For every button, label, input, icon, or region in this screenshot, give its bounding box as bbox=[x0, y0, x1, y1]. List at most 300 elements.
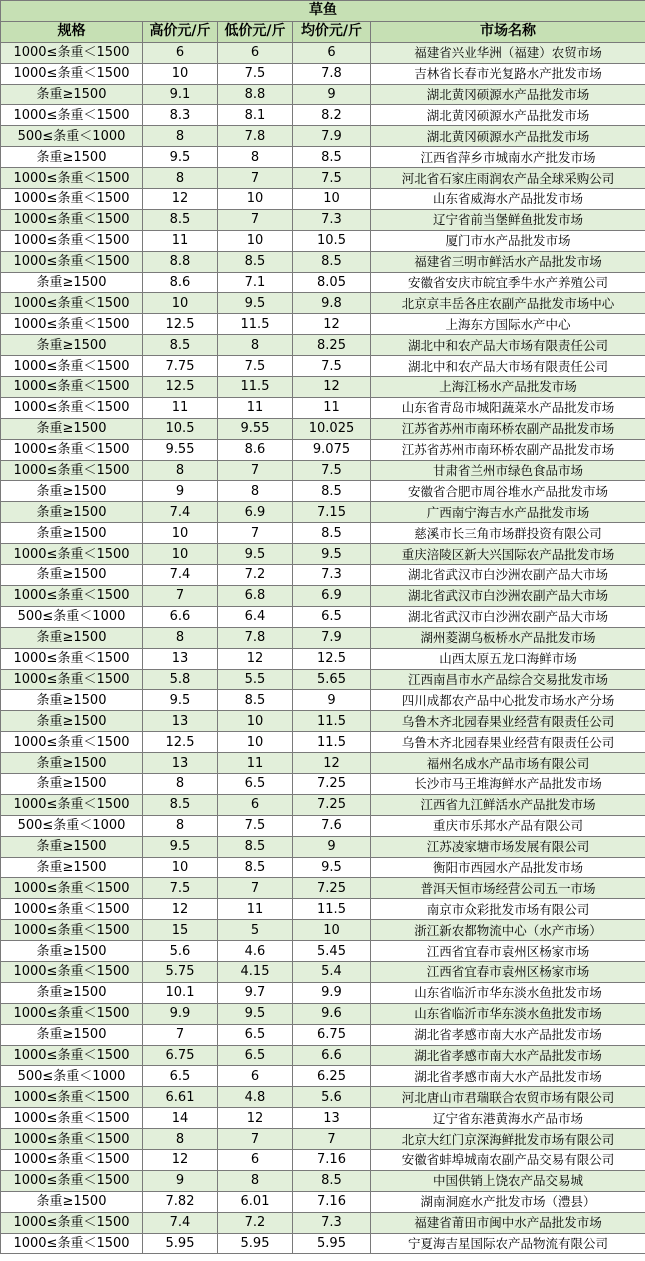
cell-market-name: 湖北省孝感市南大水产品批发市场 bbox=[371, 1045, 645, 1066]
table-row bbox=[1, 920, 645, 941]
cell-high-price: 8 bbox=[143, 773, 218, 794]
table-row bbox=[1, 857, 645, 878]
table-row bbox=[1, 773, 645, 794]
table-row bbox=[1, 1108, 645, 1129]
table-row bbox=[1, 606, 645, 627]
cell-low-price: 8.5 bbox=[218, 690, 293, 711]
table-body bbox=[1, 42, 645, 1254]
cell-high-price: 15 bbox=[143, 920, 218, 941]
cell-avg-price: 8.5 bbox=[293, 1170, 371, 1191]
cell-avg-price: 7.6 bbox=[293, 815, 371, 836]
cell-spec: 条重≥1500 bbox=[1, 627, 143, 648]
cell-low-price: 11 bbox=[218, 899, 293, 920]
cell-spec: 500≤条重＜1000 bbox=[1, 606, 143, 627]
cell-market-name: 江苏凌家塘市场发展有限公司 bbox=[371, 836, 645, 857]
table-row bbox=[1, 272, 645, 293]
cell-avg-price: 7.25 bbox=[293, 794, 371, 815]
cell-spec: 1000≤条重＜1500 bbox=[1, 648, 143, 669]
table-row bbox=[1, 523, 645, 544]
cell-low-price: 6 bbox=[218, 1149, 293, 1170]
table-row bbox=[1, 63, 645, 84]
table-row bbox=[1, 147, 645, 168]
cell-spec: 条重≥1500 bbox=[1, 523, 143, 544]
cell-avg-price: 7.5 bbox=[293, 168, 371, 189]
cell-avg-price: 8.5 bbox=[293, 481, 371, 502]
cell-spec: 1000≤条重＜1500 bbox=[1, 189, 143, 210]
cell-spec: 1000≤条重＜1500 bbox=[1, 794, 143, 815]
cell-high-price: 8 bbox=[143, 815, 218, 836]
table-row bbox=[1, 878, 645, 899]
table-row bbox=[1, 1129, 645, 1150]
table-row bbox=[1, 314, 645, 335]
cell-low-price: 7 bbox=[218, 1129, 293, 1150]
cell-low-price: 7 bbox=[218, 460, 293, 481]
cell-low-price: 4.6 bbox=[218, 941, 293, 962]
cell-market-name: 江西省宜春市袁州区杨家市场 bbox=[371, 961, 645, 982]
cell-spec: 1000≤条重＜1500 bbox=[1, 878, 143, 899]
cell-low-price: 12 bbox=[218, 648, 293, 669]
cell-spec: 条重≥1500 bbox=[1, 711, 143, 732]
cell-spec: 1000≤条重＜1500 bbox=[1, 251, 143, 272]
cell-spec: 条重≥1500 bbox=[1, 481, 143, 502]
header-market-name: 市场名称 bbox=[371, 21, 645, 42]
cell-market-name: 湖南洞庭水产批发市场（澧县） bbox=[371, 1191, 645, 1212]
cell-spec: 1000≤条重＜1500 bbox=[1, 439, 143, 460]
cell-high-price: 8 bbox=[143, 1129, 218, 1150]
table-row bbox=[1, 1191, 645, 1212]
cell-low-price: 10 bbox=[218, 732, 293, 753]
cell-market-name: 湖北省武汉市白沙洲农副产品大市场 bbox=[371, 585, 645, 606]
cell-spec: 1000≤条重＜1500 bbox=[1, 585, 143, 606]
cell-market-name: 福建省莆田市闽中水产品批发市场 bbox=[371, 1212, 645, 1233]
table-row bbox=[1, 690, 645, 711]
cell-market-name: 江西省萍乡市城南水产批发市场 bbox=[371, 147, 645, 168]
cell-high-price: 9 bbox=[143, 1170, 218, 1191]
table-row bbox=[1, 502, 645, 523]
cell-market-name: 衡阳市西园水产品批发市场 bbox=[371, 857, 645, 878]
cell-spec: 1000≤条重＜1500 bbox=[1, 1045, 143, 1066]
table-title: 草鱼 bbox=[1, 1, 645, 22]
header-spec: 规格 bbox=[1, 21, 143, 42]
cell-market-name: 厦门市水产品批发市场 bbox=[371, 230, 645, 251]
cell-avg-price: 9.5 bbox=[293, 857, 371, 878]
cell-market-name: 江苏省苏州市南环桥农副产品批发市场 bbox=[371, 418, 645, 439]
table-row bbox=[1, 189, 645, 210]
cell-market-name: 江苏省苏州市南环桥农副产品批发市场 bbox=[371, 439, 645, 460]
cell-high-price: 12 bbox=[143, 189, 218, 210]
cell-avg-price: 8.5 bbox=[293, 523, 371, 544]
cell-low-price: 8 bbox=[218, 147, 293, 168]
cell-avg-price: 6.6 bbox=[293, 1045, 371, 1066]
cell-avg-price: 11 bbox=[293, 397, 371, 418]
cell-low-price: 9.55 bbox=[218, 418, 293, 439]
cell-low-price: 8.5 bbox=[218, 857, 293, 878]
table-title-row bbox=[1, 1, 645, 22]
cell-high-price: 7.4 bbox=[143, 502, 218, 523]
cell-market-name: 甘肃省兰州市绿色食品市场 bbox=[371, 460, 645, 481]
cell-high-price: 7 bbox=[143, 585, 218, 606]
table-row bbox=[1, 460, 645, 481]
table-row bbox=[1, 439, 645, 460]
cell-spec: 条重≥1500 bbox=[1, 1024, 143, 1045]
cell-high-price: 12.5 bbox=[143, 377, 218, 398]
cell-high-price: 6.61 bbox=[143, 1087, 218, 1108]
cell-spec: 条重≥1500 bbox=[1, 418, 143, 439]
cell-low-price: 11.5 bbox=[218, 377, 293, 398]
cell-avg-price: 7.25 bbox=[293, 878, 371, 899]
table-row bbox=[1, 1212, 645, 1233]
table-row bbox=[1, 627, 645, 648]
cell-high-price: 5.75 bbox=[143, 961, 218, 982]
cell-low-price: 7.1 bbox=[218, 272, 293, 293]
cell-high-price: 6.6 bbox=[143, 606, 218, 627]
table-row bbox=[1, 1066, 645, 1087]
cell-high-price: 8.8 bbox=[143, 251, 218, 272]
cell-spec: 1000≤条重＜1500 bbox=[1, 293, 143, 314]
table-row bbox=[1, 42, 645, 63]
cell-spec: 1000≤条重＜1500 bbox=[1, 920, 143, 941]
cell-avg-price: 11.5 bbox=[293, 711, 371, 732]
cell-spec: 条重≥1500 bbox=[1, 335, 143, 356]
cell-market-name: 慈溪市长三角市场群投资有限公司 bbox=[371, 523, 645, 544]
cell-high-price: 10 bbox=[143, 293, 218, 314]
cell-avg-price: 9.8 bbox=[293, 293, 371, 314]
cell-high-price: 8 bbox=[143, 460, 218, 481]
cell-avg-price: 7.3 bbox=[293, 565, 371, 586]
cell-high-price: 9.5 bbox=[143, 147, 218, 168]
cell-avg-price: 9.5 bbox=[293, 544, 371, 565]
cell-avg-price: 6.75 bbox=[293, 1024, 371, 1045]
cell-avg-price: 7.5 bbox=[293, 460, 371, 481]
cell-spec: 1000≤条重＜1500 bbox=[1, 460, 143, 481]
cell-market-name: 山东省临沂市华东淡水鱼批发市场 bbox=[371, 982, 645, 1003]
header-high-price: 高价元/斤 bbox=[143, 21, 218, 42]
cell-avg-price: 9 bbox=[293, 690, 371, 711]
cell-market-name: 浙江新农都物流中心（水产市场） bbox=[371, 920, 645, 941]
cell-spec: 1000≤条重＜1500 bbox=[1, 377, 143, 398]
cell-high-price: 8 bbox=[143, 126, 218, 147]
cell-high-price: 9.9 bbox=[143, 1003, 218, 1024]
cell-high-price: 13 bbox=[143, 753, 218, 774]
table-row bbox=[1, 1149, 645, 1170]
cell-high-price: 6.75 bbox=[143, 1045, 218, 1066]
cell-avg-price: 5.45 bbox=[293, 941, 371, 962]
cell-high-price: 5.95 bbox=[143, 1233, 218, 1254]
cell-market-name: 辽宁省东港黄海水产品市场 bbox=[371, 1108, 645, 1129]
cell-market-name: 湖北省武汉市白沙洲农副产品大市场 bbox=[371, 606, 645, 627]
cell-market-name: 辽宁省前当堡鲜鱼批发市场 bbox=[371, 209, 645, 230]
cell-avg-price: 6.25 bbox=[293, 1066, 371, 1087]
cell-low-price: 4.15 bbox=[218, 961, 293, 982]
cell-low-price: 7.2 bbox=[218, 1212, 293, 1233]
cell-avg-price: 5.6 bbox=[293, 1087, 371, 1108]
table-row bbox=[1, 356, 645, 377]
cell-high-price: 9.55 bbox=[143, 439, 218, 460]
cell-low-price: 6 bbox=[218, 794, 293, 815]
cell-high-price: 10 bbox=[143, 523, 218, 544]
cell-low-price: 6.9 bbox=[218, 502, 293, 523]
cell-high-price: 8.5 bbox=[143, 794, 218, 815]
header-low-price: 低价元/斤 bbox=[218, 21, 293, 42]
cell-market-name: 福州名成水产品市场有限公司 bbox=[371, 753, 645, 774]
cell-low-price: 6 bbox=[218, 42, 293, 63]
header-avg-price: 均价元/斤 bbox=[293, 21, 371, 42]
cell-low-price: 7.5 bbox=[218, 63, 293, 84]
cell-spec: 500≤条重＜1000 bbox=[1, 815, 143, 836]
table-row bbox=[1, 84, 645, 105]
cell-avg-price: 7.9 bbox=[293, 126, 371, 147]
cell-spec: 条重≥1500 bbox=[1, 773, 143, 794]
table-row bbox=[1, 753, 645, 774]
cell-avg-price: 9.075 bbox=[293, 439, 371, 460]
cell-market-name: 河北省石家庄雨润农产品全球采购公司 bbox=[371, 168, 645, 189]
table-row bbox=[1, 899, 645, 920]
cell-avg-price: 12 bbox=[293, 377, 371, 398]
cell-high-price: 10.5 bbox=[143, 418, 218, 439]
table-row bbox=[1, 648, 645, 669]
cell-low-price: 8 bbox=[218, 1170, 293, 1191]
cell-avg-price: 10.025 bbox=[293, 418, 371, 439]
cell-market-name: 上海江杨水产品批发市场 bbox=[371, 377, 645, 398]
cell-low-price: 9.5 bbox=[218, 544, 293, 565]
cell-spec: 条重≥1500 bbox=[1, 941, 143, 962]
cell-market-name: 安徽省合肥市周谷堆水产品批发市场 bbox=[371, 481, 645, 502]
cell-low-price: 6.5 bbox=[218, 1045, 293, 1066]
cell-avg-price: 11.5 bbox=[293, 899, 371, 920]
cell-avg-price: 7.16 bbox=[293, 1191, 371, 1212]
cell-avg-price: 7.15 bbox=[293, 502, 371, 523]
cell-low-price: 11 bbox=[218, 397, 293, 418]
cell-avg-price: 7.25 bbox=[293, 773, 371, 794]
cell-spec: 1000≤条重＜1500 bbox=[1, 732, 143, 753]
cell-low-price: 8.5 bbox=[218, 251, 293, 272]
table-row bbox=[1, 397, 645, 418]
cell-market-name: 江西省九江鲜活水产品批发市场 bbox=[371, 794, 645, 815]
cell-market-name: 南京市众彩批发市场有限公司 bbox=[371, 899, 645, 920]
cell-avg-price: 11.5 bbox=[293, 732, 371, 753]
table-row bbox=[1, 377, 645, 398]
cell-low-price: 4.8 bbox=[218, 1087, 293, 1108]
cell-high-price: 5.8 bbox=[143, 669, 218, 690]
cell-spec: 1000≤条重＜1500 bbox=[1, 544, 143, 565]
cell-spec: 1000≤条重＜1500 bbox=[1, 356, 143, 377]
cell-high-price: 5.6 bbox=[143, 941, 218, 962]
cell-spec: 1000≤条重＜1500 bbox=[1, 314, 143, 335]
cell-avg-price: 9 bbox=[293, 836, 371, 857]
cell-low-price: 10 bbox=[218, 189, 293, 210]
cell-low-price: 9.5 bbox=[218, 1003, 293, 1024]
cell-avg-price: 6.5 bbox=[293, 606, 371, 627]
cell-avg-price: 12.5 bbox=[293, 648, 371, 669]
cell-low-price: 8.6 bbox=[218, 439, 293, 460]
table-row bbox=[1, 105, 645, 126]
cell-high-price: 11 bbox=[143, 230, 218, 251]
cell-high-price: 14 bbox=[143, 1108, 218, 1129]
cell-high-price: 8.6 bbox=[143, 272, 218, 293]
cell-spec: 1000≤条重＜1500 bbox=[1, 168, 143, 189]
cell-spec: 条重≥1500 bbox=[1, 836, 143, 857]
cell-low-price: 8 bbox=[218, 481, 293, 502]
cell-avg-price: 7.16 bbox=[293, 1149, 371, 1170]
cell-high-price: 7 bbox=[143, 1024, 218, 1045]
cell-low-price: 8.5 bbox=[218, 836, 293, 857]
cell-spec: 条重≥1500 bbox=[1, 857, 143, 878]
cell-high-price: 9.1 bbox=[143, 84, 218, 105]
cell-market-name: 福建省三明市鲜活水产品批发市场 bbox=[371, 251, 645, 272]
cell-low-price: 9.5 bbox=[218, 293, 293, 314]
cell-market-name: 广西南宁海吉水产品批发市场 bbox=[371, 502, 645, 523]
table-row bbox=[1, 230, 645, 251]
cell-high-price: 8.5 bbox=[143, 209, 218, 230]
cell-low-price: 6.5 bbox=[218, 1024, 293, 1045]
cell-high-price: 10 bbox=[143, 857, 218, 878]
cell-low-price: 5.5 bbox=[218, 669, 293, 690]
cell-low-price: 8.8 bbox=[218, 84, 293, 105]
cell-avg-price: 5.95 bbox=[293, 1233, 371, 1254]
table-row bbox=[1, 126, 645, 147]
cell-spec: 条重≥1500 bbox=[1, 272, 143, 293]
cell-low-price: 7.8 bbox=[218, 126, 293, 147]
cell-high-price: 12.5 bbox=[143, 732, 218, 753]
table-row bbox=[1, 1024, 645, 1045]
table-row bbox=[1, 732, 645, 753]
cell-avg-price: 7.9 bbox=[293, 627, 371, 648]
cell-low-price: 10 bbox=[218, 230, 293, 251]
cell-high-price: 7.5 bbox=[143, 878, 218, 899]
table-row bbox=[1, 1087, 645, 1108]
cell-high-price: 11 bbox=[143, 397, 218, 418]
cell-spec: 条重≥1500 bbox=[1, 84, 143, 105]
cell-low-price: 5 bbox=[218, 920, 293, 941]
cell-avg-price: 7.3 bbox=[293, 1212, 371, 1233]
cell-high-price: 12.5 bbox=[143, 314, 218, 335]
cell-spec: 条重≥1500 bbox=[1, 753, 143, 774]
cell-spec: 1000≤条重＜1500 bbox=[1, 669, 143, 690]
cell-avg-price: 7.8 bbox=[293, 63, 371, 84]
cell-spec: 1000≤条重＜1500 bbox=[1, 397, 143, 418]
cell-avg-price: 8.5 bbox=[293, 147, 371, 168]
cell-spec: 1000≤条重＜1500 bbox=[1, 230, 143, 251]
cell-low-price: 6 bbox=[218, 1066, 293, 1087]
cell-market-name: 湖州菱湖乌板桥水产品批发市场 bbox=[371, 627, 645, 648]
table-row bbox=[1, 836, 645, 857]
cell-spec: 条重≥1500 bbox=[1, 982, 143, 1003]
table-row bbox=[1, 1003, 645, 1024]
cell-spec: 1000≤条重＜1500 bbox=[1, 1108, 143, 1129]
cell-market-name: 宁夏海吉星国际农产品物流有限公司 bbox=[371, 1233, 645, 1254]
cell-market-name: 湖北中和农产品大市场有限责任公司 bbox=[371, 356, 645, 377]
cell-high-price: 6.5 bbox=[143, 1066, 218, 1087]
cell-avg-price: 7.3 bbox=[293, 209, 371, 230]
table-row bbox=[1, 941, 645, 962]
cell-spec: 条重≥1500 bbox=[1, 690, 143, 711]
cell-spec: 1000≤条重＜1500 bbox=[1, 42, 143, 63]
cell-high-price: 9.5 bbox=[143, 836, 218, 857]
cell-avg-price: 8.5 bbox=[293, 251, 371, 272]
cell-low-price: 8 bbox=[218, 335, 293, 356]
cell-market-name: 山东省威海水产品批发市场 bbox=[371, 189, 645, 210]
cell-high-price: 8.5 bbox=[143, 335, 218, 356]
cell-market-name: 山西太原五龙口海鲜市场 bbox=[371, 648, 645, 669]
cell-high-price: 8 bbox=[143, 627, 218, 648]
cell-low-price: 7.8 bbox=[218, 627, 293, 648]
cell-high-price: 12 bbox=[143, 1149, 218, 1170]
cell-high-price: 8.3 bbox=[143, 105, 218, 126]
cell-high-price: 7.4 bbox=[143, 565, 218, 586]
cell-market-name: 乌鲁木齐北园春果业经营有限责任公司 bbox=[371, 711, 645, 732]
cell-spec: 1000≤条重＜1500 bbox=[1, 899, 143, 920]
cell-high-price: 9.5 bbox=[143, 690, 218, 711]
cell-high-price: 8 bbox=[143, 168, 218, 189]
cell-market-name: 江西南昌市水产品综合交易批发市场 bbox=[371, 669, 645, 690]
cell-avg-price: 9.6 bbox=[293, 1003, 371, 1024]
cell-market-name: 吉林省长春市光复路水产批发市场 bbox=[371, 63, 645, 84]
cell-low-price: 7 bbox=[218, 209, 293, 230]
cell-market-name: 湖北省孝感市南大水产品批发市场 bbox=[371, 1066, 645, 1087]
cell-spec: 1000≤条重＜1500 bbox=[1, 1087, 143, 1108]
cell-low-price: 5.95 bbox=[218, 1233, 293, 1254]
cell-market-name: 上海东方国际水产中心 bbox=[371, 314, 645, 335]
cell-low-price: 7.5 bbox=[218, 356, 293, 377]
cell-avg-price: 5.4 bbox=[293, 961, 371, 982]
cell-market-name: 湖北黄冈硕源水产品批发市场 bbox=[371, 126, 645, 147]
table-header-row bbox=[1, 21, 645, 42]
cell-high-price: 7.75 bbox=[143, 356, 218, 377]
cell-market-name: 山东省临沂市华东淡水鱼批发市场 bbox=[371, 1003, 645, 1024]
cell-market-name: 湖北中和农产品大市场有限责任公司 bbox=[371, 335, 645, 356]
cell-low-price: 7.5 bbox=[218, 815, 293, 836]
cell-high-price: 10.1 bbox=[143, 982, 218, 1003]
cell-spec: 条重≥1500 bbox=[1, 147, 143, 168]
cell-low-price: 10 bbox=[218, 711, 293, 732]
cell-low-price: 6.01 bbox=[218, 1191, 293, 1212]
cell-avg-price: 13 bbox=[293, 1108, 371, 1129]
cell-avg-price: 8.2 bbox=[293, 105, 371, 126]
cell-low-price: 12 bbox=[218, 1108, 293, 1129]
cell-spec: 1000≤条重＜1500 bbox=[1, 1003, 143, 1024]
cell-low-price: 7 bbox=[218, 168, 293, 189]
table-row bbox=[1, 711, 645, 732]
table-row bbox=[1, 1045, 645, 1066]
cell-market-name: 乌鲁木齐北园春果业经营有限责任公司 bbox=[371, 732, 645, 753]
cell-spec: 1000≤条重＜1500 bbox=[1, 105, 143, 126]
cell-spec: 1000≤条重＜1500 bbox=[1, 1233, 143, 1254]
table-row bbox=[1, 1170, 645, 1191]
cell-spec: 1000≤条重＜1500 bbox=[1, 63, 143, 84]
table-row bbox=[1, 794, 645, 815]
table-row bbox=[1, 669, 645, 690]
cell-market-name: 安徽省安庆市皖宜季牛水产养殖公司 bbox=[371, 272, 645, 293]
cell-low-price: 11 bbox=[218, 753, 293, 774]
cell-market-name: 重庆市乐邦水产品有限公司 bbox=[371, 815, 645, 836]
cell-market-name: 湖北黄冈硕源水产品批发市场 bbox=[371, 105, 645, 126]
table-row bbox=[1, 565, 645, 586]
table-row bbox=[1, 982, 645, 1003]
cell-avg-price: 10 bbox=[293, 920, 371, 941]
cell-low-price: 8.1 bbox=[218, 105, 293, 126]
cell-market-name: 重庆涪陵区新大兴国际农产品批发市场 bbox=[371, 544, 645, 565]
cell-avg-price: 12 bbox=[293, 753, 371, 774]
cell-low-price: 7 bbox=[218, 878, 293, 899]
table-row bbox=[1, 168, 645, 189]
cell-market-name: 四川成都农产品中心批发市场水产分场 bbox=[371, 690, 645, 711]
cell-avg-price: 6.9 bbox=[293, 585, 371, 606]
cell-high-price: 12 bbox=[143, 899, 218, 920]
cell-avg-price: 7.5 bbox=[293, 356, 371, 377]
table-row bbox=[1, 335, 645, 356]
cell-spec: 1000≤条重＜1500 bbox=[1, 1212, 143, 1233]
cell-avg-price: 7 bbox=[293, 1129, 371, 1150]
